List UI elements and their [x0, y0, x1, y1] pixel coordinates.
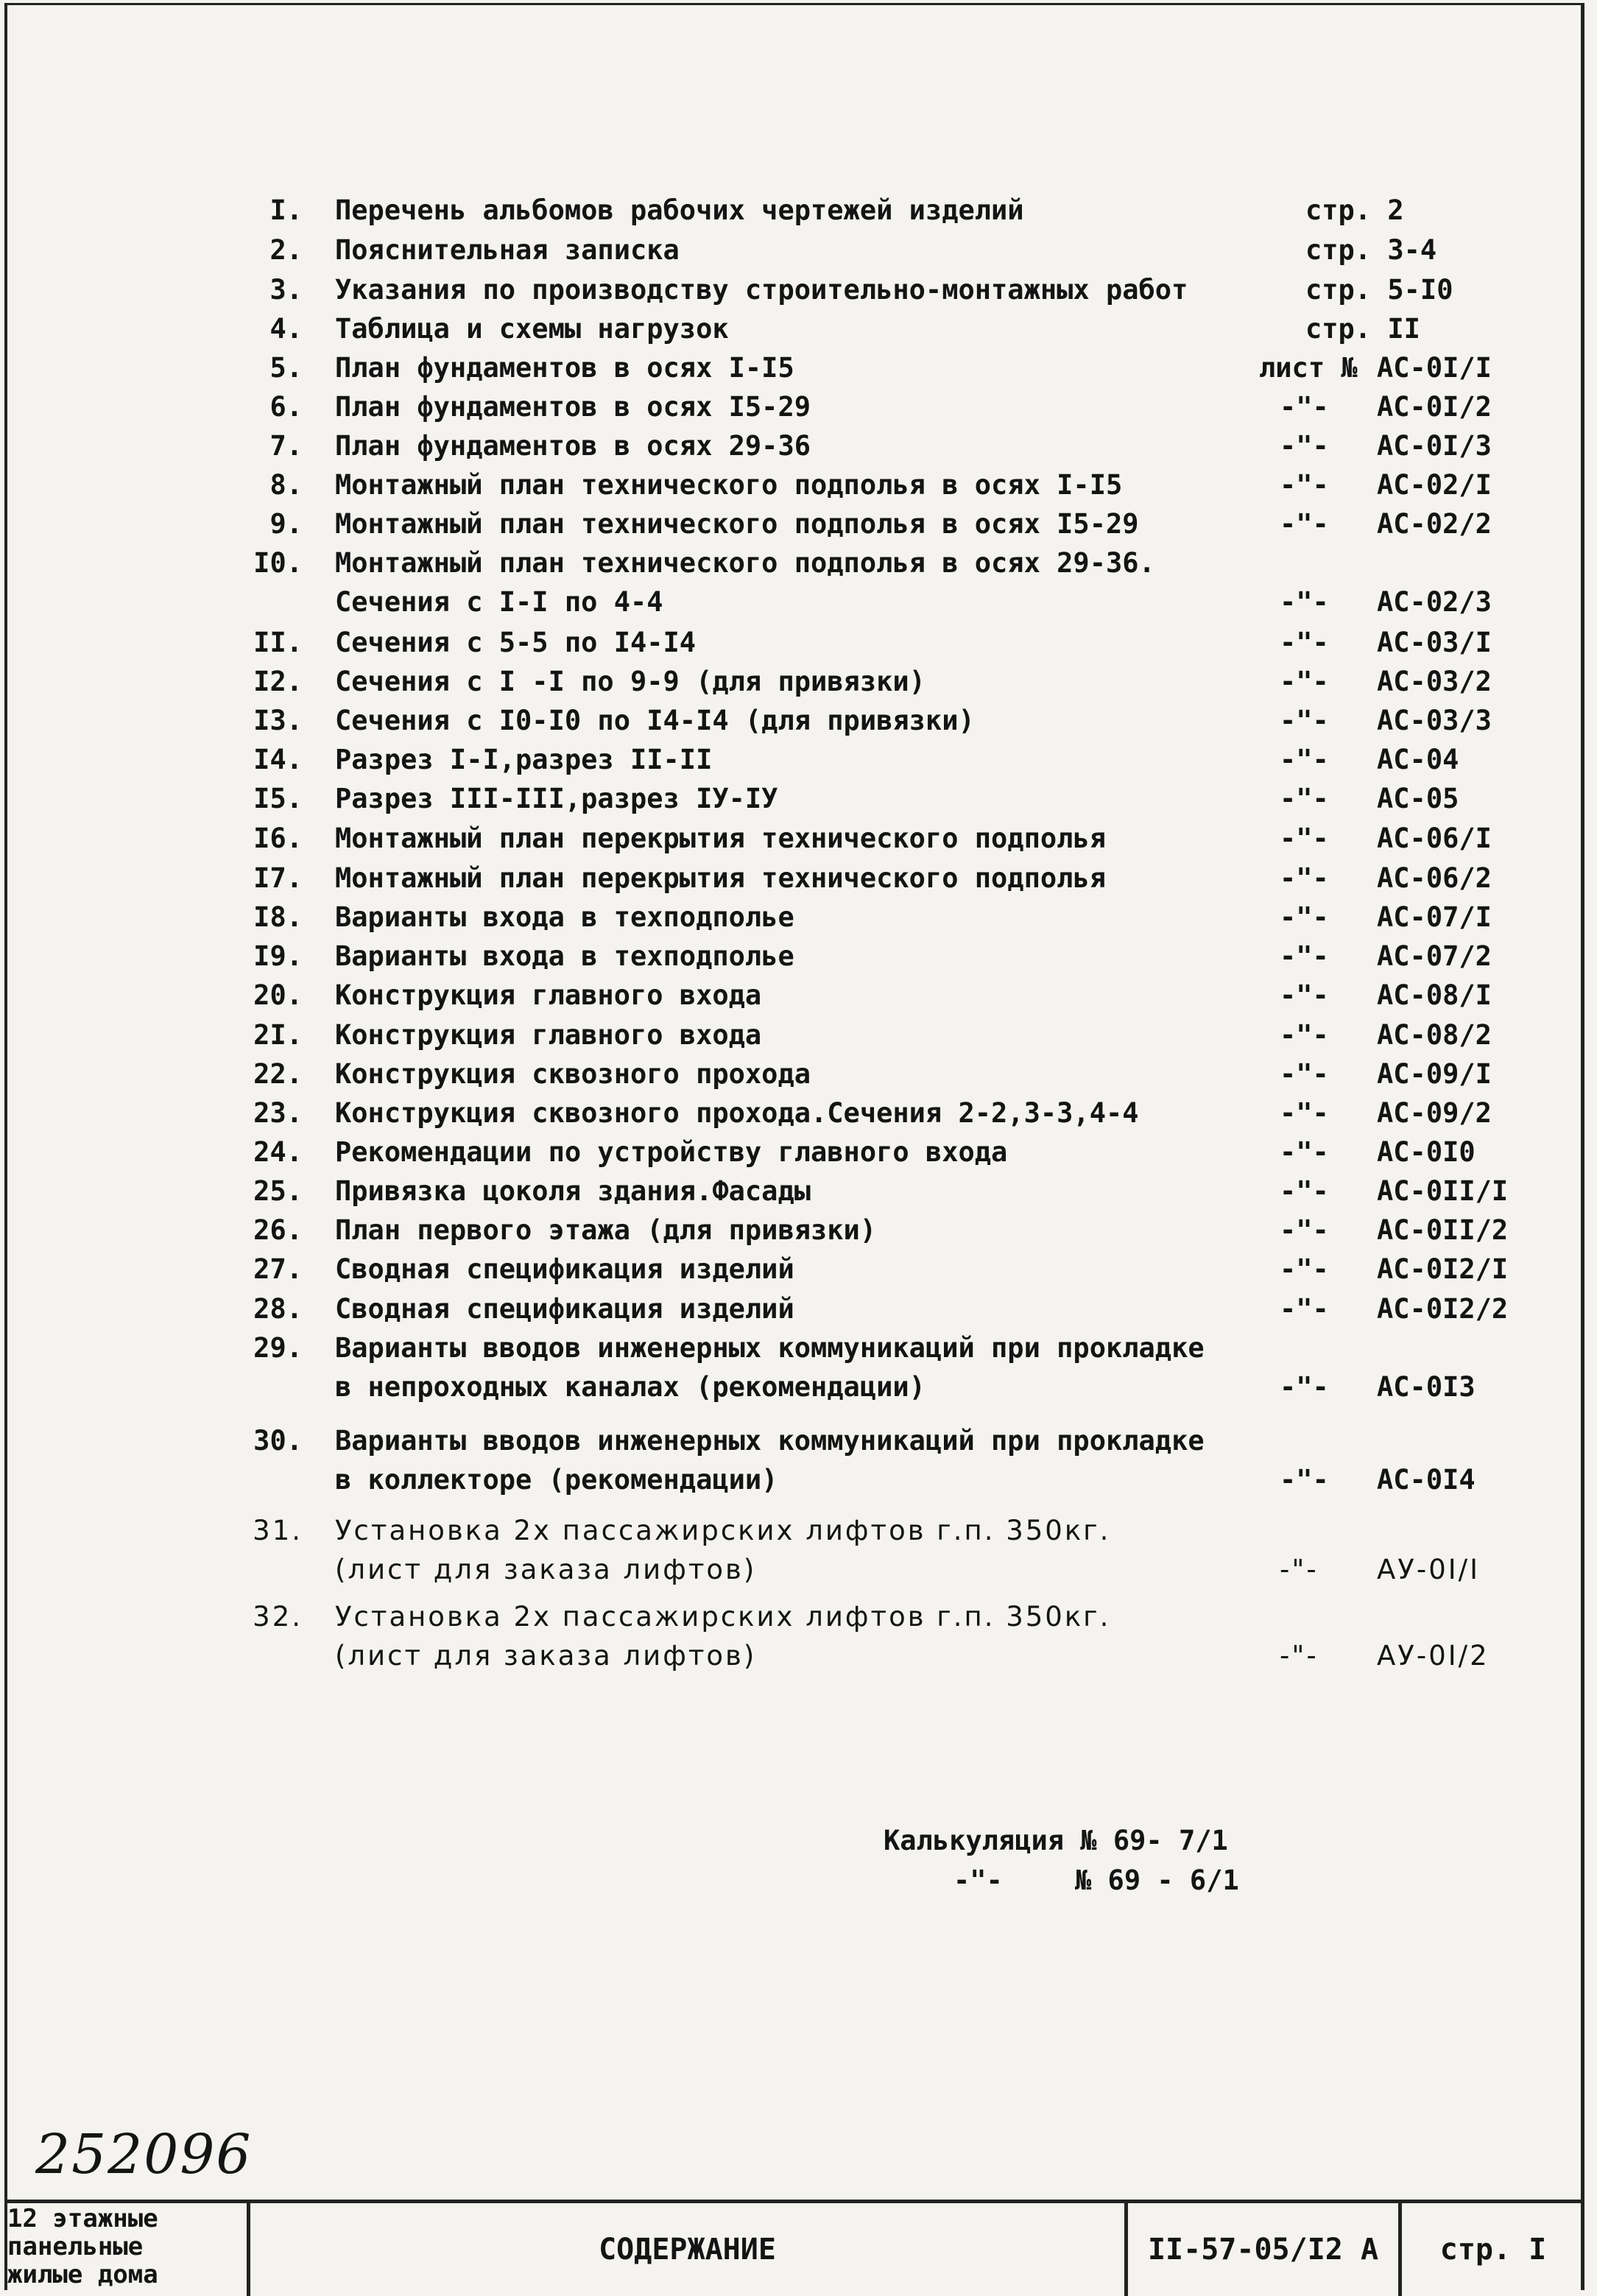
item-number: 4.	[269, 313, 303, 345]
sheet-reference: АУ-0I/2	[1377, 1640, 1490, 1672]
item-number: 26.	[253, 1214, 303, 1246]
page-reference: стр. II	[1305, 313, 1420, 345]
item-number: 20.	[253, 979, 303, 1011]
item-number: I2.	[253, 666, 303, 697]
ditto-mark: -"-	[1280, 1371, 1329, 1403]
item-title: Разрез I-I,разрез II-II	[335, 744, 713, 775]
ditto-mark: -"-	[1280, 979, 1329, 1011]
ditto-mark: -"-	[1280, 1293, 1329, 1325]
item-title-continued: в непроходных каналах (рекомендации)	[335, 1371, 926, 1403]
ditto-mark: -"-	[1280, 627, 1329, 658]
item-title-continued: Сечения с I-I по 4-4	[335, 586, 663, 618]
item-number: I9.	[253, 940, 303, 972]
item-number: 25.	[253, 1175, 303, 1207]
item-number: 28.	[253, 1293, 303, 1325]
item-title: Сводная спецификация изделий	[335, 1253, 794, 1285]
item-number: II.	[253, 627, 303, 658]
sheet-reference: АС-09/I	[1377, 1058, 1492, 1090]
ditto-mark: -"-	[1280, 1640, 1319, 1672]
ditto-mark: -"-	[1280, 783, 1329, 814]
ditto-mark: -"-	[1280, 744, 1329, 775]
ditto-mark: -"-	[1280, 705, 1329, 736]
calculation-line-1: Калькуляция № 69- 7/1	[884, 1825, 1228, 1856]
item-title: Варианты входа в техподполье	[335, 901, 794, 933]
sheet-label: лист №	[1259, 352, 1358, 384]
page-reference: стр. 5-I0	[1305, 274, 1453, 306]
sheet-reference: АС-03/2	[1377, 666, 1492, 697]
title-block-title: СОДЕРЖАНИЕ	[250, 2203, 1128, 2296]
ditto-mark: -"-	[1280, 1019, 1329, 1051]
ditto-mark: -"-	[1280, 1554, 1319, 1585]
ditto-mark: -"-	[1280, 508, 1329, 540]
item-number: 5.	[269, 352, 303, 384]
sheet-reference: АС-06/I	[1377, 823, 1492, 854]
ditto-mark: -"-	[1280, 586, 1329, 618]
item-number: I0.	[253, 547, 303, 579]
item-number: 3.	[269, 274, 303, 306]
item-number: 9.	[269, 508, 303, 540]
sheet-reference: АС-0II/2	[1377, 1214, 1509, 1246]
building-type-line-3: жилые дома	[7, 2260, 158, 2289]
item-title: Рекомендации по устройству главного входа	[335, 1136, 1008, 1168]
item-title-continued: в коллекторе (рекомендации)	[335, 1464, 778, 1496]
building-type-line-2: панельные	[7, 2232, 144, 2261]
item-title: Конструкция главного входа	[335, 1019, 762, 1051]
sheet-reference: АС-0I2/I	[1377, 1253, 1509, 1285]
ditto-mark: -"-	[1280, 469, 1329, 501]
item-title: Пояснительная записка	[335, 234, 680, 266]
item-title: Перечень альбомов рабочих чертежей изделий	[335, 194, 1024, 226]
ditto-mark: -"-	[1280, 391, 1329, 423]
sheet-reference: АС-0I/3	[1377, 430, 1492, 462]
sheet-reference: АС-02/3	[1377, 586, 1492, 618]
ditto-mark: -"-	[1280, 1464, 1329, 1496]
item-title: Монтажный план перекрытия технического подполья	[335, 823, 1106, 854]
item-title: Разрез III-III,разрез IУ-IУ	[335, 783, 778, 814]
item-title: Варианты вводов инженерных коммуникаций при прокладке	[335, 1332, 1205, 1364]
item-title: Варианты входа в техподполье	[335, 940, 794, 972]
item-title: Таблица и схемы нагрузок	[335, 313, 729, 345]
sheet-reference: АС-02/2	[1377, 508, 1492, 540]
item-number: 24.	[253, 1136, 303, 1168]
sheet-reference: АС-09/2	[1377, 1097, 1492, 1129]
item-number: 27.	[253, 1253, 303, 1285]
sheet-reference: АС-0I/I	[1377, 352, 1492, 384]
sheet-reference: АС-02/I	[1377, 469, 1492, 501]
calculation-line-2-value: № 69 - 6/1	[1075, 1864, 1239, 1896]
sheet-reference: АС-07/I	[1377, 901, 1492, 933]
item-number: 2I.	[253, 1019, 303, 1051]
ditto-mark: -"-	[1280, 1136, 1329, 1168]
item-title: Конструкция сквозного прохода	[335, 1058, 811, 1090]
item-title: План первого этажа (для привязки)	[335, 1214, 877, 1246]
item-number: 6.	[269, 391, 303, 423]
ditto-mark: -"-	[1280, 1214, 1329, 1246]
item-number: 2.	[269, 234, 303, 266]
item-title: План фундаментов в осях 29-36	[335, 430, 811, 462]
building-type-line-1: 12 этажные	[7, 2204, 158, 2233]
ditto-mark: -"-	[1280, 1097, 1329, 1129]
item-title: Указания по производству строительно-монтажных работ	[335, 274, 1188, 306]
item-title-continued: (лист для заказа лифтов)	[335, 1554, 757, 1585]
item-number: 8.	[269, 469, 303, 501]
item-title: Конструкция главного входа	[335, 979, 762, 1011]
item-number: I5.	[253, 783, 303, 814]
item-title: Сечения с 5-5 по I4-I4	[335, 627, 697, 658]
item-title: Привязка цоколя здания.Фасады	[335, 1175, 811, 1207]
ditto-mark: -"-	[1280, 862, 1329, 894]
ditto-mark: -"-	[1280, 823, 1329, 854]
item-number: 29.	[253, 1332, 303, 1364]
sheet-reference: АС-07/2	[1377, 940, 1492, 972]
archive-number: 252096	[35, 2123, 253, 2186]
sheet-reference: АС-0II/I	[1377, 1175, 1509, 1207]
sheet-reference: АС-0I3	[1377, 1371, 1476, 1403]
item-title: Установка 2х пассажирских лифтов г.п. 350кг.	[335, 1515, 1111, 1546]
item-title: Монтажный план технического подполья в осях I5-29	[335, 508, 1139, 540]
sheet-reference: АС-06/2	[1377, 862, 1492, 894]
sheet-reference: АС-04	[1377, 744, 1459, 775]
calculation-line-2-prefix: -"-	[953, 1864, 1003, 1896]
ditto-mark: -"-	[1280, 430, 1329, 462]
item-number: I7.	[253, 862, 303, 894]
item-number: I6.	[253, 823, 303, 854]
sheet-reference: АС-03/3	[1377, 705, 1492, 736]
page-reference: стр. 3-4	[1305, 234, 1437, 266]
item-number: I.	[269, 194, 303, 226]
ditto-mark: -"-	[1280, 666, 1329, 697]
item-title: План фундаментов в осях I-I5	[335, 352, 794, 384]
item-title: План фундаментов в осях I5-29	[335, 391, 811, 423]
item-title-continued: (лист для заказа лифтов)	[335, 1640, 757, 1672]
item-number: 31.	[253, 1515, 303, 1546]
sheet-reference: АС-0I/2	[1377, 391, 1492, 423]
item-title: Сводная спецификация изделий	[335, 1293, 794, 1325]
sheet-reference: АС-05	[1377, 783, 1459, 814]
ditto-mark: -"-	[1280, 940, 1329, 972]
item-number: I3.	[253, 705, 303, 736]
title-block-page: стр. I	[1439, 2233, 1547, 2267]
sheet-reference: АС-0I0	[1377, 1136, 1476, 1168]
item-number: 23.	[253, 1097, 303, 1129]
item-number: 32.	[253, 1601, 303, 1633]
item-number: I4.	[253, 744, 303, 775]
ditto-mark: -"-	[1280, 1253, 1329, 1285]
ditto-mark: -"-	[1280, 1058, 1329, 1090]
sheet-reference: АС-0I2/2	[1377, 1293, 1509, 1325]
item-title: Конструкция сквозного прохода.Сечения 2-2,3-3,4-4	[335, 1097, 1139, 1129]
title-block-code: II-57-05/I2 А	[1128, 2203, 1402, 2296]
item-title: Варианты вводов инженерных коммуникаций при прокладке	[335, 1425, 1205, 1457]
ditto-mark: -"-	[1280, 901, 1329, 933]
page-reference: стр. 2	[1305, 194, 1404, 226]
sheet-reference: АС-03/I	[1377, 627, 1492, 658]
sheet-reference: АС-08/I	[1377, 979, 1492, 1011]
item-title: Монтажный план перекрытия технического подполья	[335, 862, 1106, 894]
title-block	[4, 2200, 1584, 2296]
item-title: Сечения с I0-I0 по I4-I4 (для привязки)	[335, 705, 975, 736]
item-number: 30.	[253, 1425, 303, 1457]
item-title: Монтажный план технического подполья в осях I-I5	[335, 469, 1123, 501]
item-title: Установка 2х пассажирских лифтов г.п. 350кг.	[335, 1601, 1111, 1633]
item-number: I8.	[253, 901, 303, 933]
item-title: Монтажный план технического подполья в осях 29-36.	[335, 547, 1155, 579]
item-title: Сечения с I -I по 9-9 (для привязки)	[335, 666, 926, 697]
sheet-reference: АС-0I4	[1377, 1464, 1476, 1496]
title-block-building-type	[4, 2203, 250, 2296]
sheet-reference: АС-08/2	[1377, 1019, 1492, 1051]
item-number: 7.	[269, 430, 303, 462]
sheet-reference: АУ-0I/I	[1377, 1554, 1481, 1585]
item-number: 22.	[253, 1058, 303, 1090]
ditto-mark: -"-	[1280, 1175, 1329, 1207]
